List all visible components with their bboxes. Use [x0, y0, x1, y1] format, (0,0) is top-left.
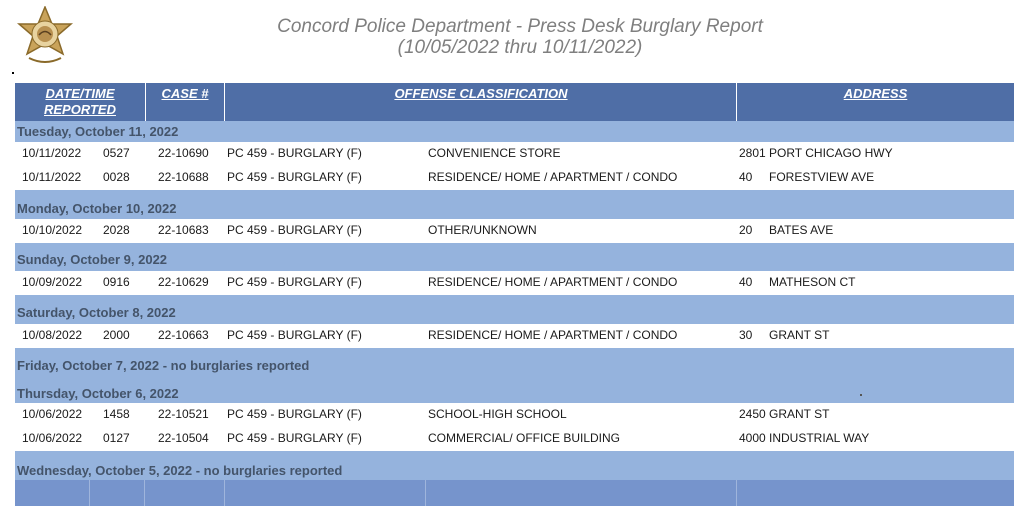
row-address-number: 4000: [739, 431, 766, 445]
footer-divider: [736, 480, 737, 506]
report-date-range: (10/05/2022 thru 10/11/2022): [397, 37, 643, 58]
footer-divider: [144, 480, 145, 506]
day-band: [15, 376, 1014, 403]
row-offense-category: RESIDENCE/ HOME / APARTMENT / CONDO: [428, 170, 678, 184]
row-case: 22-10688: [158, 170, 209, 184]
day-band: [15, 295, 1014, 324]
day-band: [15, 451, 1014, 480]
col-address-header: ADDRESS: [843, 86, 908, 101]
day-band: [15, 243, 1014, 271]
row-offense-category: RESIDENCE/ HOME / APARTMENT / CONDO: [428, 328, 678, 342]
table-header: [15, 83, 1014, 121]
row-date: 10/11/2022: [22, 170, 82, 184]
row-offense-category: SCHOOL-HIGH SCHOOL: [428, 407, 567, 421]
police-badge-logo: [15, 6, 75, 68]
row-address-number: 40: [739, 170, 753, 184]
row-case: 22-10663: [158, 328, 209, 342]
col-datetime-line2: REPORTED: [44, 102, 116, 117]
day-band: [15, 348, 1014, 376]
row-address-number: 30: [739, 328, 753, 342]
row-time: 1458: [103, 407, 130, 421]
day-band: [15, 190, 1014, 219]
row-case: 22-10629: [158, 275, 209, 289]
row-time: 0527: [103, 146, 130, 160]
row-time: 0916: [103, 275, 130, 289]
col-datetime-line1: DATE/TIME: [45, 86, 115, 101]
day-label: Wednesday, October 5, 2022 - no burglaries reported: [17, 463, 343, 478]
col-offense-header: OFFENSE CLASSIFICATION: [394, 86, 568, 101]
row-case: 22-10683: [158, 223, 209, 237]
row-address-street: INDUSTRIAL WAY: [769, 431, 870, 445]
row-address-street: FORESTVIEW AVE: [769, 170, 875, 184]
row-address-street: BATES AVE: [769, 223, 834, 237]
report-title: Concord Police Department - Press Desk Burglary Report: [277, 16, 763, 37]
day-label: Monday, October 10, 2022: [17, 201, 177, 216]
row-offense-category: OTHER/UNKNOWN: [428, 223, 537, 237]
col-datetime-header: [17, 86, 143, 118]
row-address-number: 40: [739, 275, 753, 289]
row-address-number: 2450: [739, 407, 766, 421]
footer-divider: [224, 480, 225, 506]
table-row: [15, 403, 1014, 425]
footer-divider: [89, 480, 90, 506]
row-case: 22-10690: [158, 146, 209, 160]
row-time: 2028: [103, 223, 130, 237]
header-divider: [224, 83, 225, 121]
row-date: 10/11/2022: [22, 146, 82, 160]
row-offense-code: PC 459 - BURGLARY (F): [227, 328, 362, 342]
row-date: 10/06/2022: [22, 431, 83, 445]
row-case: 22-10504: [158, 431, 209, 445]
day-label: Sunday, October 9, 2022: [17, 252, 168, 267]
row-offense-code: PC 459 - BURGLARY (F): [227, 275, 362, 289]
table-row: [15, 166, 1014, 188]
row-address-street: PORT CHICAGO HWY: [769, 146, 893, 160]
table-row: [15, 324, 1014, 346]
row-offense-code: PC 459 - BURGLARY (F): [227, 223, 362, 237]
stray-dot: [860, 394, 862, 396]
row-offense-code: PC 459 - BURGLARY (F): [227, 170, 362, 184]
row-address-street: MATHESON CT: [769, 275, 856, 289]
row-address-street: GRANT ST: [769, 328, 830, 342]
row-address-street: GRANT ST: [769, 407, 830, 421]
day-label: Thursday, October 6, 2022: [17, 386, 179, 401]
day-label: Friday, October 7, 2022 - no burglaries reported: [17, 358, 310, 373]
row-time: 0028: [103, 170, 130, 184]
day-band: [15, 121, 1014, 142]
col-case-header: CASE #: [161, 86, 209, 101]
row-date: 10/08/2022: [22, 328, 83, 342]
row-address-number: 20: [739, 223, 753, 237]
row-offense-code: PC 459 - BURGLARY (F): [227, 407, 362, 421]
table-row: [15, 142, 1014, 164]
row-offense-code: PC 459 - BURGLARY (F): [227, 431, 362, 445]
burglary-report-table: [15, 83, 1014, 506]
day-label: Tuesday, October 11, 2022: [17, 124, 179, 139]
row-offense-category: CONVENIENCE STORE: [428, 146, 561, 160]
row-address-number: 2801: [739, 146, 766, 160]
row-date: 10/09/2022: [22, 275, 83, 289]
header-divider: [145, 83, 146, 121]
row-offense-category: RESIDENCE/ HOME / APARTMENT / CONDO: [428, 275, 678, 289]
day-label: Saturday, October 8, 2022: [17, 305, 176, 320]
table-row: [15, 219, 1014, 241]
table-row: [15, 427, 1014, 449]
row-date: 10/10/2022: [22, 223, 83, 237]
row-offense-category: COMMERCIAL/ OFFICE BUILDING: [428, 431, 621, 445]
stray-dot: [12, 72, 14, 74]
row-date: 10/06/2022: [22, 407, 83, 421]
row-time: 2000: [103, 328, 130, 342]
header-divider: [736, 83, 737, 121]
table-row: [15, 271, 1014, 293]
footer-divider: [425, 480, 426, 506]
table-footer-row: [15, 480, 1014, 506]
row-case: 22-10521: [158, 407, 209, 421]
row-time: 0127: [103, 431, 130, 445]
row-offense-code: PC 459 - BURGLARY (F): [227, 146, 362, 160]
